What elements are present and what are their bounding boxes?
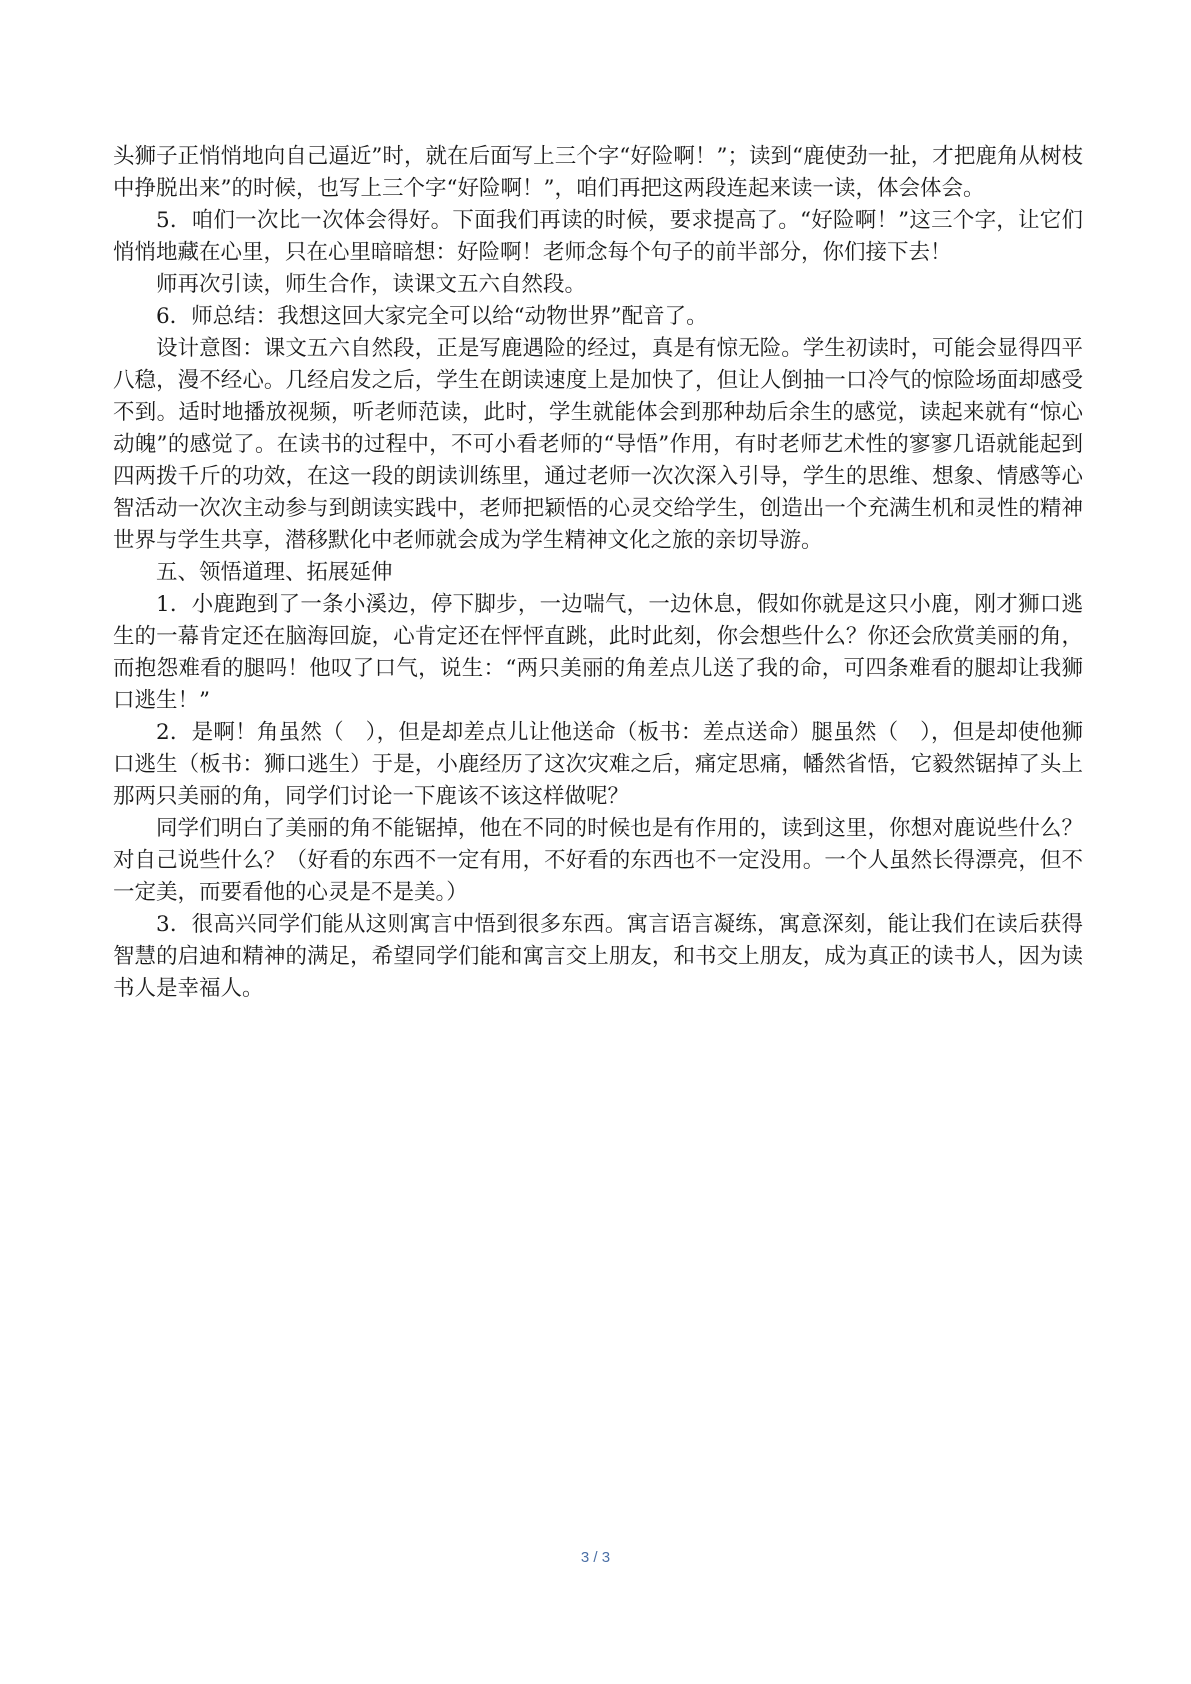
paragraph-8: 2．是啊！角虽然（ ），但是却差点儿让他送命（板书：差点送命）腿虽然（ ），但是却使他狮口逃生（板书：狮口逃生）于是，小鹿经历了这次灾难之后，痛定思痛，幡然省悟，它毅然锯掉了头上那两只美丽的角，同学们讨论一下鹿该不该这样做呢？	[113, 720, 1083, 809]
section-heading: 五、领悟道理、拓展延伸	[156, 560, 393, 585]
paragraph-10: 3．很高兴同学们能从这则寓言中悟到很多东西。寓言语言凝练，寓意深刻，能让我们在读后获得智慧的启迪和精神的满足，希望同学们能和寓言交上朋友，和书交上朋友，成为真正的读书人，因为读书人是幸福人。	[113, 912, 1083, 1001]
paragraph-1: 头狮子正悄悄地向自己逼近”时，就在后面写上三个字“好险啊！”；读到“鹿使劲一扯，才把鹿角从树枝中挣脱出来”的时候，也写上三个字“好险啊！”，咱们再把这两段连起来读一读，体会体会。	[113, 144, 1083, 201]
paragraph-2: 5．咱们一次比一次体会得好。下面我们再读的时候，要求提高了。“好险啊！”这三个字，让它们悄悄地藏在心里，只在心里暗暗想：好险啊！老师念每个句子的前半部分，你们接下去！	[113, 208, 1083, 265]
paragraph-3: 师再次引读，师生合作，读课文五六自然段。	[156, 272, 587, 297]
paragraph-4: 6．师总结：我想这回大家完全可以给“动物世界”配音了。	[156, 304, 708, 329]
document-body	[113, 141, 1083, 1005]
paragraph-5: 设计意图：课文五六自然段，正是写鹿遇险的经过，真是有惊无险。学生初读时，可能会显得四平八稳，漫不经心。几经启发之后，学生在朗读速度上是加快了，但让人倒抽一口冷气的惊险场面却感受不到。适时地播放视频，听老师范读，此时，学生就能体会到那种劫后余生的感觉，读起来就有“惊心动魄”的感觉了。在读书的过程中，不可小看老师的“导悟”作用，有时老师艺术性的寥寥几语就能起到四两拨千斤的功效，在这一段的朗读训练里，通过老师一次次深入引导，学生的思维、想象、情感等心智活动一次次主动参与到朗读实践中，老师把颖悟的心灵交给学生，创造出一个充满生机和灵性的精神世界与学生共享，潜移默化中老师就会成为学生精神文化之旅的亲切导游。	[113, 336, 1083, 553]
paragraph-7: 1．小鹿跑到了一条小溪边，停下脚步，一边喘气，一边休息，假如你就是这只小鹿，刚才狮口逃生的一幕肯定还在脑海回旋，心肯定还在怦怦直跳，此时此刻，你会想些什么？你还会欣赏美丽的角，而抱怨难看的腿吗！他叹了口气，说生：“两只美丽的角差点儿送了我的命，可四条难看的腿却让我狮口逃生！”	[113, 592, 1083, 713]
paragraph-9: 同学们明白了美丽的角不能锯掉，他在不同的时候也是有作用的，读到这里，你想对鹿说些什么？对自己说些什么？（好看的东西不一定有用，不好看的东西也不一定没用。一个人虽然长得漂亮，但不一定美，而要看他的心灵是不是美。）	[113, 816, 1083, 905]
page-number: 3 / 3	[580, 1549, 611, 1566]
